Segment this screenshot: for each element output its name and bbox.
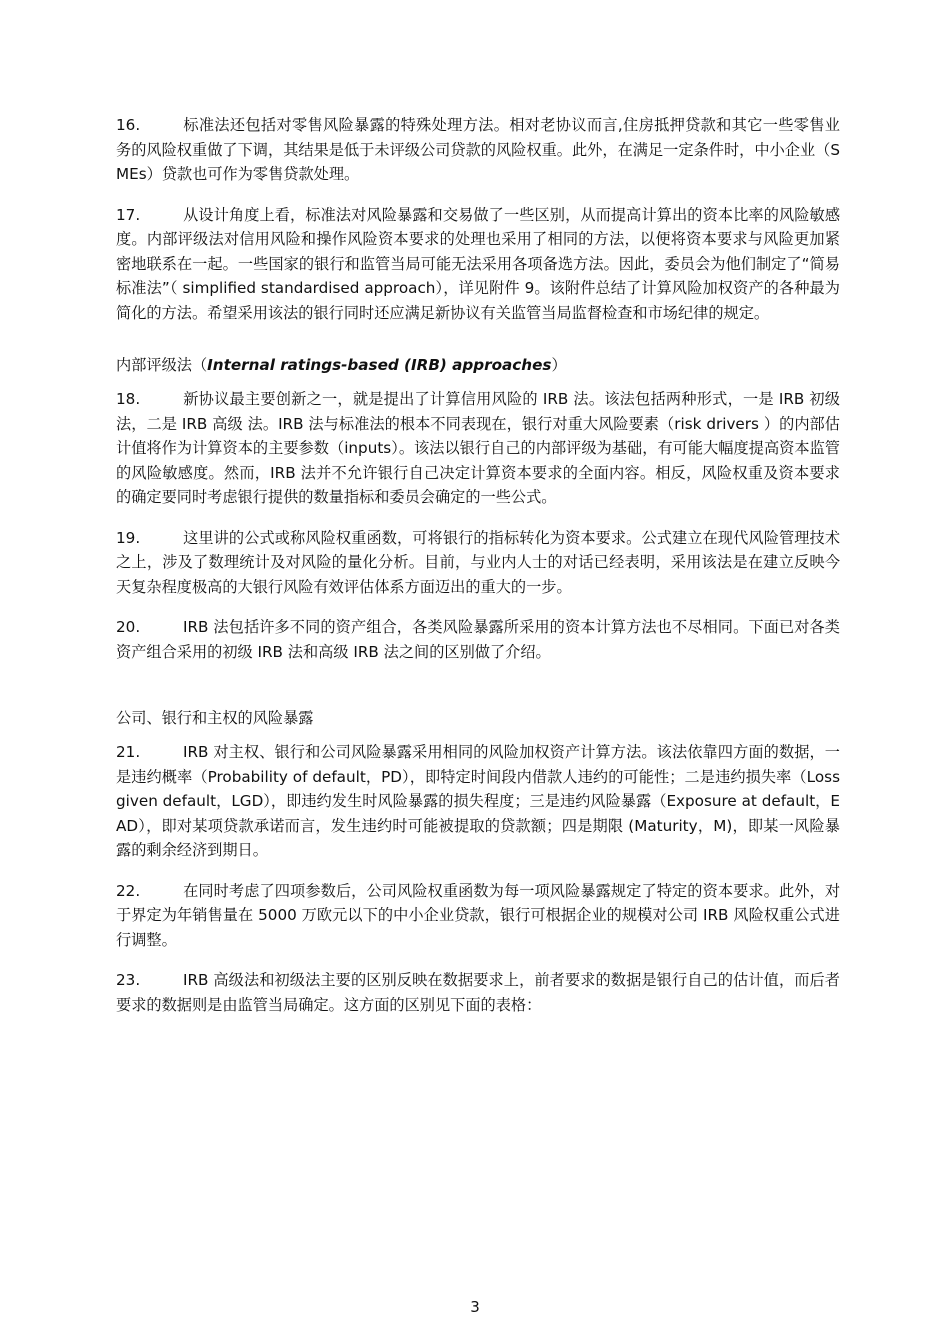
paragraph-21 <box>116 740 840 863</box>
heading-prefix: 内部评级法（ <box>116 356 208 374</box>
page-number: 3 <box>470 1298 480 1316</box>
paragraph-number: 21. <box>116 743 141 761</box>
paragraph-18 <box>116 387 840 510</box>
paragraph-number: 17. <box>116 205 141 224</box>
heading-english: Internal ratings-based (IRB) approaches <box>207 356 552 374</box>
section-heading-irb <box>116 353 840 377</box>
section-heading-exposures: 公司、银行和主权的风险暴露 <box>116 709 314 727</box>
paragraph-text: IRB 法包括许多不同的资产组合，各类风险暴露所采用的资本计算方法也不尽相同。下面已对各类资产组合采用的初级 IRB 法和高级 IRB 法之间的区别做了介绍。 <box>116 618 840 661</box>
paragraph-23 <box>116 968 840 1017</box>
paragraph-number: 20. <box>116 618 141 636</box>
paragraph-text: 标准法还包括对零售风险暴露的特殊处理方法。相对老协议而言,住房抵押贷款和其它一些零售业务的风险权重做了下调，其结果是低于未评级公司贷款的风险权重。此外，在满足一定条件时，中小企业（SMEs）贷款也可作为零售贷款处理。 <box>116 116 840 183</box>
paragraph-text: 这里讲的公式或称风险权重函数，可将银行的指标转化为资本要求。公式建立在现代风险管理技术之上，涉及了数理统计及对风险的量化分析。目前，与业内人士的对话已经表明，采用该法是在建立反映今天复杂程度极高的大银行风险有效评估体系方面迈出的重大的一步。 <box>116 528 840 596</box>
paragraph-text: 从设计角度上看，标准法对风险暴露和交易做了一些区别，从而提高计算出的资本比率的风险敏感度。内部评级法对信用风险和操作风险资本要求的处理也采用了相同的方法，以便将资本要求与风险更加紧密地联系在一起。一些国家的银行和监管当局可能无法采用各项备选方法。因此，委员会为他们制定了“简易标准法”（ simplified standardised approach），详见附件 9。该附件总结了计算风险加权资产的各种最为简化的方法。希望采用该法的银行同时还应满足新协议有关监管当局监督检查和市场纪律的规定。 <box>116 205 840 322</box>
paragraph-22 <box>116 879 840 953</box>
paragraph-number: 16. <box>116 116 141 134</box>
heading-suffix: ） <box>551 356 567 374</box>
paragraph-text: IRB 对主权、银行和公司风险暴露采用相同的风险加权资产计算方法。该法依靠四方面的数据，一是违约概率（Probability of default，PD），即特定时间段内借款人违约的可能性；二是违约损失率（Loss given default，LGD），即违约发生时风险暴露的损失程度；三是违约风险暴露（Exposure at default，EAD），即对某项贷款承诺而言，发生违约时可能被提取的贷款额；四是期限 (Maturity，M)，即某一风险暴露的剩余经济到期日。 <box>116 743 840 859</box>
paragraph-text: 在同时考虑了四项参数后，公司风险权重函数为每一项风险暴露规定了特定的资本要求。此外，对于界定为年销售量在 5000 万欧元以下的中小企业贷款，银行可根据企业的规模对公司 IRB 风险权重公式进行调整。 <box>116 881 840 949</box>
paragraph-text: 新协议最主要创新之一，就是提出了计算信用风险的 IRB 法。该法包括两种形式，一是 IRB 初级法，二是 IRB 高级 法。IRB 法与标准法的根本不同表现在，银行对重大风险要素（risk drivers ）的内部估计值将作为计算资本的主要参数（inputs）。该法以银行自己的内部评级为基础，有可能大幅度提高资本监管的风险敏感度。然而，IRB 法并不允许银行自己决定计算资本要求的全面内容。相反，风险权重及资本要求的确定要同时考虑银行提供的数量指标和委员会确定的一些公式。 <box>116 390 840 506</box>
paragraph-17 <box>116 203 840 326</box>
paragraph-20 <box>116 615 840 664</box>
paragraph-number: 22. <box>116 881 141 900</box>
paragraph-number: 23. <box>116 971 141 989</box>
page-body <box>116 113 840 1033</box>
paragraph-16 <box>116 113 840 187</box>
paragraph-number: 18. <box>116 390 141 408</box>
paragraph-19 <box>116 526 840 600</box>
paragraph-number: 19. <box>116 528 141 547</box>
paragraph-text: IRB 高级法和初级法主要的区别反映在数据要求上，前者要求的数据是银行自己的估计值，而后者要求的数据则是由监管当局确定。这方面的区别见下面的表格： <box>116 971 840 1014</box>
